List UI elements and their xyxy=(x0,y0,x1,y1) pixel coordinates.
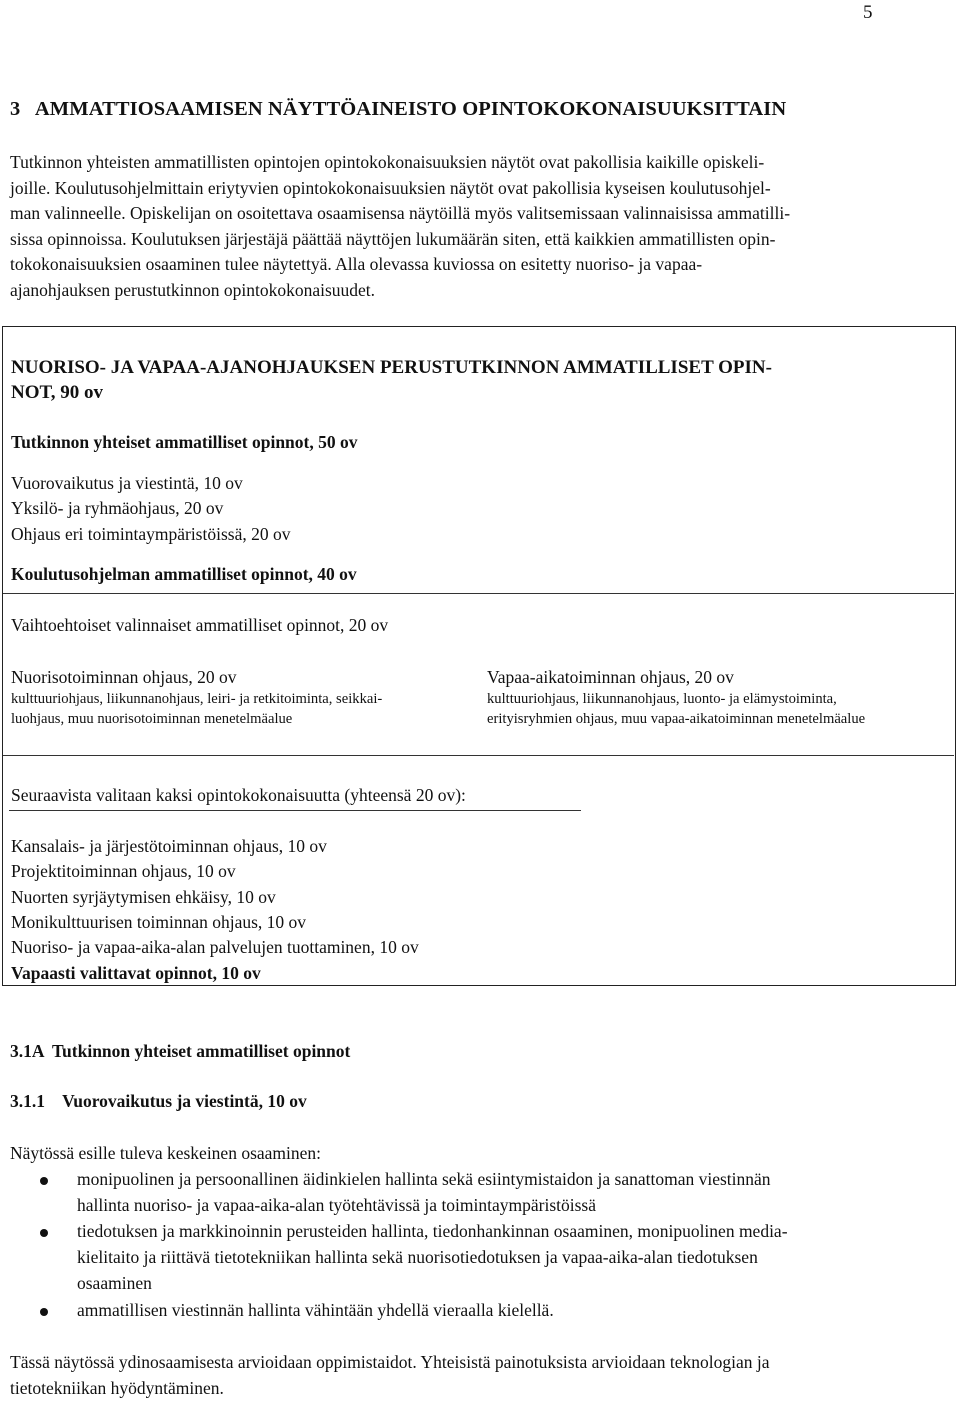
common-studies-title: Tutkinnon yhteiset ammatilliset opinnot, 50 ov xyxy=(11,432,358,452)
choose-item: Nuorten syrjäytymisen ehkäisy, 10 ov xyxy=(11,887,276,907)
intro-line: sissa opinnoissa. Koulutuksen järjestäjä päättää näyttöjen lukumäärän siten, että kaikkien ammatillisten opin- xyxy=(10,228,776,249)
program-studies-title: Koulutusohjelman ammatilliset opinnot, 40 ov xyxy=(11,564,357,584)
box-title-line2: NOT, 90 ov xyxy=(11,382,104,403)
bullet-text: tiedotuksen ja markkinoinnin perusteiden hallinta, tiedonhankinnan osaaminen, monipuolinen media- xyxy=(77,1221,788,1241)
sub-heading: 3.1A Tutkinnon yhteiset ammatilliset opinnot xyxy=(10,1041,351,1061)
left-option-title: Nuorisotoiminnan ohjaus, 20 ov xyxy=(11,667,237,687)
degree-structure-box xyxy=(2,326,956,986)
common-item: Ohjaus eri toimintaympäristöissä, 20 ov xyxy=(11,524,291,544)
left-option-desc: kulttuuriohjaus, liikunnanohjaus, leiri- ja retkitoiminta, seikkai- xyxy=(11,691,383,707)
left-option-desc: luohjaus, muu nuorisotoiminnan menetelmäalue xyxy=(11,711,293,727)
bullet-icon xyxy=(40,1229,48,1237)
choose-title-underline xyxy=(9,810,581,811)
choose-item: Kansalais- ja järjestötoiminnan ohjaus, 10 ov xyxy=(11,836,327,856)
intro-line: joille. Koulutusohjelmittain eriytyvien opintokokonaisuuksien näytöt ovat pakollisia kyseisen koulutusohjel- xyxy=(10,177,771,198)
section-heading: 3 AMMATTIOSAAMISEN NÄYTTÖAINEISTO OPINTOKOKONAISUUKSITTAIN xyxy=(10,98,787,120)
divider xyxy=(3,593,954,594)
right-option-title: Vapaa-aikatoiminnan ohjaus, 20 ov xyxy=(487,667,734,687)
intro-line: Tutkinnon yhteisten ammatillisten opintojen opintokokonaisuuksien näytöt ovat pakollisia kaikille opiskeli- xyxy=(10,152,765,172)
bullet-icon xyxy=(40,1308,48,1316)
bullet-text: monipuolinen ja persoonallinen äidinkielen hallinta sekä esiintymistaidon ja sanattoman viestinnän xyxy=(77,1169,771,1189)
intro-line: ajanohjauksen perustutkinnon opintokokonaisuudet. xyxy=(10,279,376,300)
choose-item: Monikulttuurisen toiminnan ohjaus, 10 ov xyxy=(11,912,307,932)
bullet-text: hallinta nuoriso- ja vapaa-aika-alan työtehtävissä ja toimintaympäristöissä xyxy=(77,1195,597,1215)
bullet-text: ammatillisen viestinnän hallinta vähintään yhdellä vieraalla kielellä. xyxy=(77,1300,554,1320)
bullet-text: osaaminen xyxy=(77,1273,152,1293)
bullet-text: kielitaito ja riittävä tietotekniikan hallinta sekä nuorisotiedotuksen ja vapaa-aika-alan tiedotuksen xyxy=(77,1247,758,1267)
right-option-desc: kulttuuriohjaus, liikunnanohjaus, luonto- ja elämystoiminta, xyxy=(487,691,837,707)
closing-line: Tässä näytössä ydinosaamisesta arvioidaan oppimistaidot. Yhteisistä painotuksista arvioidaan teknologian ja xyxy=(10,1352,770,1372)
intro-line: man valinneelle. Opiskelijan on osoitettava osaamisensa näytöillä myös valitsemissaan valinnaisissa ammatilli- xyxy=(10,203,791,223)
competence-intro: Näytössä esille tuleva keskeinen osaaminen: xyxy=(10,1143,322,1163)
common-item: Yksilö- ja ryhmäohjaus, 20 ov xyxy=(11,498,224,518)
intro-paragraph xyxy=(10,150,955,303)
bullet-icon xyxy=(40,1177,48,1185)
common-item: Vuorovaikutus ja viestintä, 10 ov xyxy=(11,473,243,493)
intro-line: tokokonaisuuksien osaaminen tulee näytettyä. Alla olevassa kuviossa on esitetty nuoriso- ja vapaa- xyxy=(10,254,703,274)
choose-item: Nuoriso- ja vapaa-aika-alan palvelujen tuottaminen, 10 ov xyxy=(11,937,419,957)
right-option-desc: erityisryhmien ohjaus, muu vapaa-aikatoiminnan menetelmäalue xyxy=(487,711,866,727)
choose-title: Seuraavista valitaan kaksi opintokokonaisuutta (yhteensä 20 ov): xyxy=(11,785,466,805)
choose-item: Projektitoiminnan ohjaus, 10 ov xyxy=(11,861,236,881)
free-choice-title: Vapaasti valittavat opinnot, 10 ov xyxy=(11,963,261,983)
alternative-studies-title: Vaihtoehtoiset valinnaiset ammatilliset opinnot, 20 ov xyxy=(11,615,389,635)
page-number: 5 xyxy=(863,2,873,23)
subsub-heading: 3.1.1 Vuorovaikutus ja viestintä, 10 ov xyxy=(10,1091,307,1111)
divider xyxy=(3,755,954,756)
closing-line: tietotekniikan hyödyntäminen. xyxy=(10,1378,224,1398)
box-title-line1: NUORISO- JA VAPAA-AJANOHJAUKSEN PERUSTUTKINNON AMMATILLISET OPIN- xyxy=(11,357,772,378)
